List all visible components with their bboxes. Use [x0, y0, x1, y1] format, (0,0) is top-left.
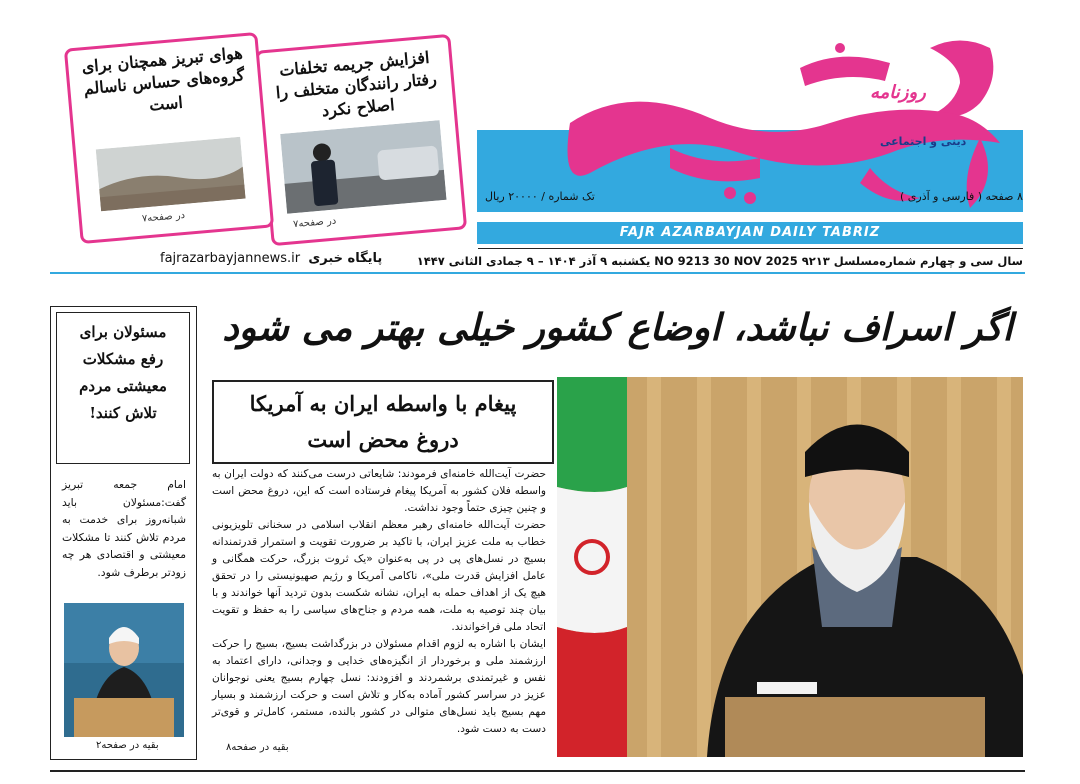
teaser-photo-smog — [96, 137, 246, 211]
teaser-air[interactable] — [64, 32, 274, 244]
news-site — [160, 251, 382, 266]
main-headline: اگر اسراف نباشد، اوضاع کشور خیلی بهتر می شود — [222, 305, 1013, 349]
continue-link[interactable]: بقیه در صفحه۸ — [226, 742, 289, 753]
sidebar-continue-link[interactable]: بقیه در صفحه۲ — [96, 740, 159, 751]
teaser-title: هوای تبریز همچنان برای گروه‌های حساس ناسالم است — [80, 43, 246, 115]
dateline: سال سی و چهارم شماره‌مسلسل ۹۲۱۳ NO 9213 30 NOV 2025 یکشنبه ۹ آذر ۱۴۰۴ – ۹ جمادی الثانی ۱۴۴۷ — [416, 254, 1023, 268]
bottom-rule — [50, 770, 1025, 772]
teaser-more: در صفحه۷ — [141, 209, 186, 225]
sidebar-body: امام جمعه تبریز گفت:مسئولان باید شبانه‌روز برای خدمت به مردم تلاش کنند تا مشکلات معیشتی و اقتصادی هر چه زودتر برطرف شود. — [62, 478, 186, 579]
article-paragraph: ایشان با اشاره به لزوم اقدام مسئولان در بزرگداشت بسیج، بسیج را حرکت ارزشمند ملی و برخوردار از انگیزه‌های خدایی و وجدانی، دارای اعتماد به نفس و غیرتمندی برشمردند و افزودند: نسل چهارم بسیج یعنی نوجوانان عزیز در سراسر کشور آماده به‌کار و تلاش است و حرکت ارزشمند و بسیار مهم بسیج باید نسل‌های متوالی در کشور بالنده، مستمر، کامل‌تر و قوی‌تر دست به دست شود. — [212, 638, 546, 735]
subhead-line-1: پیغام با واسطه ایران به آمریکا — [249, 391, 517, 416]
article-body — [212, 466, 546, 738]
divider — [478, 248, 1023, 249]
teaser-photo-police — [280, 120, 446, 214]
teaser-more: در صفحه۷ — [292, 215, 337, 231]
header-rule — [50, 272, 1025, 274]
article-paragraph: حضرت آیت‌الله خامنه‌ای رهبر معظم انقلاب اسلامی در سخنانی تلویزیونی خطاب به ملت عزیز ایران، با تاکید بر ضرورت تقویت و استمرار قدرتمندانه بسیج در نسل‌های پی در پی به‌عنوان «یک ثروت بزرگ، حرکت همگانی و عامل افزایش قدرت ملی»، ناکامی آمریکا و رژیم صهیونیستی را در تحقق هیچ یک از اهداف حمله به ایران، نشانه شکست بدون تردید آنها خواندند و با بیان چند توصیه به ملت، همه مردم و جناح‌های سیاسی را به حفظ و تقویت اتحاد ملی فراخواندند. — [212, 519, 546, 633]
tagline: دینی و اجتماعی — [880, 135, 967, 148]
cleric-photo — [64, 603, 184, 737]
site-url[interactable]: fajrazarbayjannews.ir — [160, 251, 301, 266]
subhead-box — [212, 380, 554, 464]
leader-photo — [557, 377, 1023, 757]
english-title: FAJR AZARBAYJAN DAILY TABRIZ — [477, 222, 1023, 244]
sidebar-title: مسئولان برای رفع مشکلات معیشتی مردم تلاش کنند! — [56, 312, 190, 464]
page-count: ۸ صفحه ( فارسی و آذری ) — [900, 190, 1023, 203]
teaser-traffic[interactable] — [255, 34, 467, 246]
teaser-title: افزایش جریمه تخلفات رفتار رانندگان متخلف را اصلاح نکرد — [275, 47, 438, 121]
article-paragraph: حضرت آیت‌الله خامنه‌ای فرمودند: شایعاتی درست می‌کنند که دولت ایران به واسطه فلان کشور به آمریکا پیغام فرستاده است که این، دروغ محض است و چنین چیزی حتماً وجود نداشت. — [212, 468, 546, 514]
subhead-line-2: دروغ محض است — [307, 427, 459, 452]
issue-price: تک شماره / ۲۰۰۰۰ ریال — [485, 190, 595, 203]
logo-small-text: روزنامه — [870, 82, 926, 103]
site-label: پایگاه خبری — [308, 251, 383, 266]
